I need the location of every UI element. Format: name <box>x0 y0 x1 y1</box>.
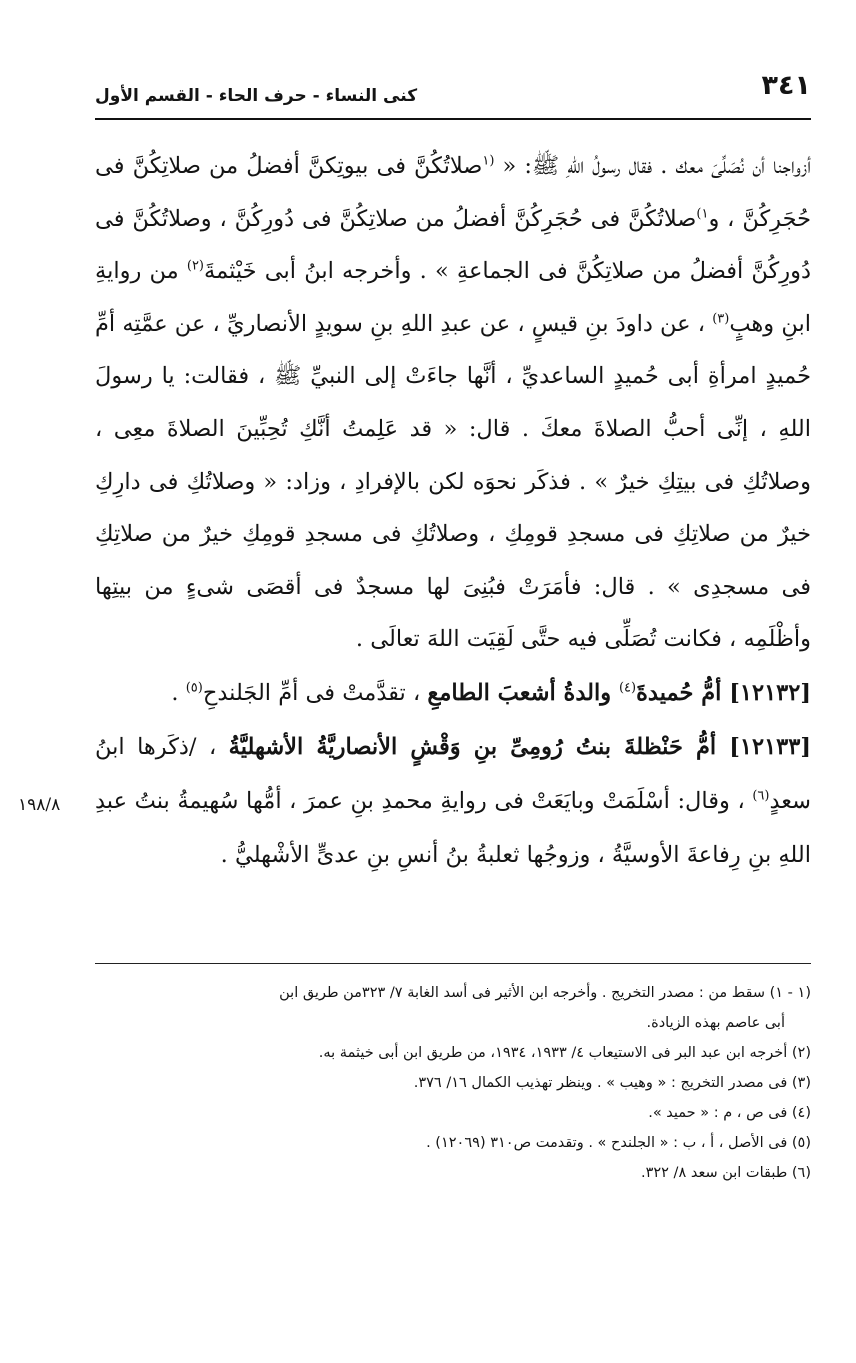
paragraph-1 <box>95 140 811 666</box>
footnote-ref: (٥) <box>185 680 203 696</box>
entry-heading: [١٢١٣٣] أمُّ حَنْظلةَ بنتُ رُومِىِّ بنِ وَقْشٍ الأنصاريَّةُ الأشهليَّةُ <box>228 733 811 760</box>
footnote-3: (٣) فى مصدر التخريج : « وهيب » . وينظر تهذيب الكمال ١٦/ ٣٧٦. <box>413 1075 811 1091</box>
footnote-4: (٤) فى ص ، م : « حميد ». <box>648 1105 811 1121</box>
main-text <box>95 140 811 882</box>
footnote-rule <box>95 963 811 964</box>
entry-heading-cont: والدةُ أشعبَ الطامعِ <box>427 679 619 706</box>
page-header <box>95 66 811 114</box>
text-segment: ، عن داودَ بنِ قيسٍ ، عن عبدِ اللهِ بنِ سويدٍ الأنصاريِّ ، عن عمَّتِه أمِّ حُميدٍ امرأةِ أبى حُميدٍ الساعديِّ ، أنَّها جاءَتْ إلى النبيِّ ﷺ ، فقالت: يا رسولَ اللهِ ، إنِّى أحبُّ الصلاةَ معكَ . قال: « قد عَلِمتُ أنَّكِ تُحِبِّينَ الصلاةَ معِى ، وصلاتُكِ فى بيتِكِ خيرٌ » . فذكَر نحوَه لكن بالإفرادِ ، وزاد: « وصلاتُكِ فى دارِكِ خيرٌ من صلاتِكِ فى مسجدِ قومِكِ ، وصلاتُكِ فى مسجدِ قومِكِ خيرٌ من صلاتِكِ فى مسجدِى » . قال: فأمَرَتْ فبُنِىَ لها مسجدٌ فى أقصَى شىءٍ من بيتِها وأظْلَمِه ، فكانت تُصَلِّى فيه حتَّى لَقِيَت اللهَ تعالَى . <box>95 310 811 653</box>
header-rule <box>95 118 811 120</box>
footnote-1-continued: أبى عاصم بهذه الزيادة. <box>646 1015 785 1031</box>
page-number: ٣٤١ <box>761 70 811 101</box>
footnote-ref: (٤) <box>618 680 637 696</box>
footnote-2: (٢) أخرجه ابن عبد البر فى الاستيعاب ٤/ ١٩٣٣، ١٩٣٤، من طريق ابن أبى خيثمة به. <box>318 1045 811 1061</box>
running-title: كنى النساء - حرف الحاء - القسم الأول <box>95 86 418 106</box>
footnote-ref: ١) <box>696 206 709 222</box>
text-segment: ، تقدَّمتْ فى أمِّ الجَلندحِ <box>202 679 428 706</box>
text-segment: صلاتُكُنَّ فى بيوتِكنَّ أفضلُ من صلاتِكُنَّ فى حُجَرِكُنَّ ، و <box>95 153 812 232</box>
footnote-ref: (٦) <box>752 788 770 804</box>
margin-note: ١٩٨/٨ <box>18 795 61 815</box>
footnote-6: (٦) طبقات ابن سعد ٨/ ٣٢٢. <box>640 1165 811 1181</box>
footnotes <box>95 978 811 1188</box>
footnote-5: (٥) فى الأصل ، أ ، ب : « الجلندح » . وتقدمت ص٣١٠ (١٢٠٦٩) . <box>426 1135 811 1151</box>
text-segment: صلاتُكُنَّ فى حُجَرِكُنَّ أفضلُ من صلاتِكُنَّ فى دُورِكُنَّ ، وصلاتُكُنَّ فى دُورِكُنَّ أفضلُ من صلاتِكُنَّ فى الجماعةِ » . وأخرجه ابنُ أبى خَيْثمةَ <box>95 205 811 285</box>
text-segment: من روايةِ ابنِ وهبٍ <box>95 258 811 337</box>
entry-heading: [١٢١٣٢] أمُّ حُميدةَ <box>636 679 811 706</box>
text-segment: . <box>171 679 186 706</box>
entry-12132 <box>95 666 811 720</box>
text-segment: ، وقال: أسْلَمَتْ وبايَعَتْ فى روايةِ محمدِ بنِ عمرَ ، أمُّها سُهيمةُ بنتُ عبدِ اللهِ بنِ رِفاعةَ الأوسيَّةُ ، وزوجُها ثعلبةُ بنُ أنسِ بنِ عدىٍّ الأشْهليُّ . <box>95 787 811 868</box>
footnote-ref: (٢) <box>186 258 204 274</box>
footnote-1: (١ - ١) سقط من : مصدر التخريج . وأخرجه ابن الأثير فى أسد الغابة ٧/ ٣٢٣من طريق ابن <box>279 985 811 1001</box>
footnote-ref: (٣) <box>712 311 730 327</box>
text-segment: أزواجنا أن نُصَلِّىَ معك . فقال رسولُ اللهِ ﷺ: « <box>494 153 811 179</box>
footnote-ref: (١ <box>482 153 495 169</box>
text-segment: ، /ذكَرها ابنُ سعدٍ <box>95 733 811 814</box>
entry-12133 <box>95 720 811 882</box>
